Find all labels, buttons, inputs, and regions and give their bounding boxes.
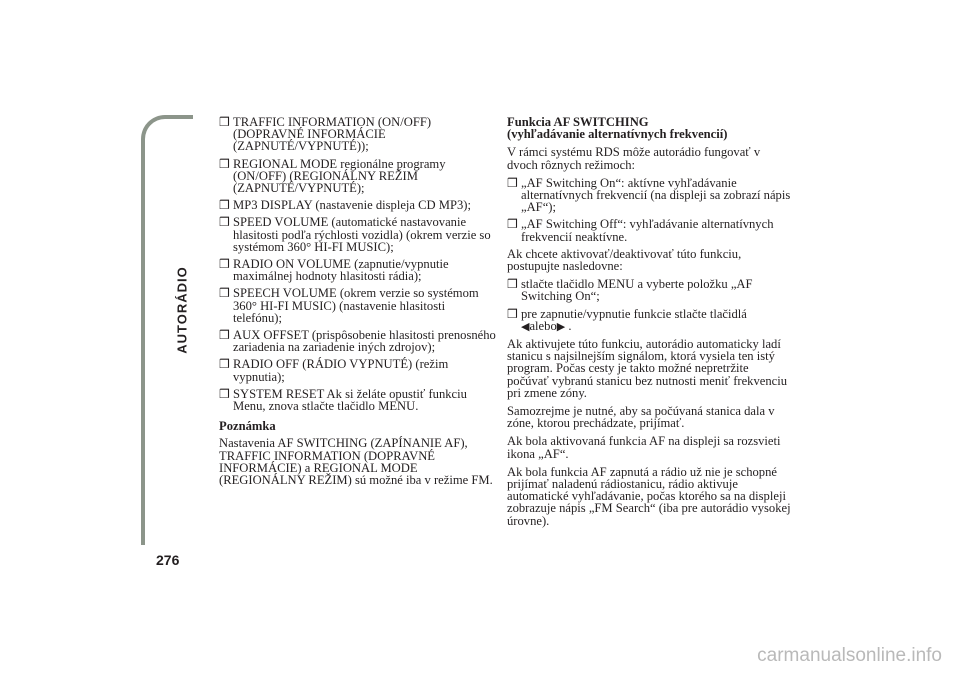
checkbox-bullet-icon: ❒ (219, 257, 230, 272)
list-item: ❒ SPEED VOLUME (automatické nastavovanie hlasitosti podľa rýchlosti vozidla) (okrem verzie so systémom 360° HI-FI MUSIC); (219, 215, 491, 254)
list-item: ❒ MP3 DISPLAY (nastavenie displeja CD MP3); (219, 198, 471, 213)
procedure-intro: Ak chcete aktivovať/deaktivovať túto funkciu, postupujte nasledovne: (507, 246, 742, 274)
checkbox-bullet-icon: ❒ (219, 328, 230, 343)
list-item: ❒ SPEECH VOLUME (okrem verzie so systémom 360° HI-FI MUSIC) (nastavenie hlasitosti telefónu); (219, 286, 479, 325)
list-item: ❒ pre zapnutie/vypnutie funkcie stlačte tlačidlá ◀alebo▶ . (507, 306, 747, 333)
paragraph: Samozrejme je nutné, aby sa počúvaná stanica dala v zóne, ktorou prechádzate, prijímať. (507, 404, 775, 431)
checkbox-bullet-icon: ❒ (219, 386, 230, 401)
checkbox-bullet-icon: ❒ (219, 357, 230, 372)
paragraph: Ak bola funkcia AF zapnutá a rádio už nie je schopné prijímať naladenú rádiostanicu, rádio aktivuje automatické vyhľadávanie, počas ktorého sa na displeji zobrazuje nápis „FM Search“ (iba pre autorádio vysokej úrovne). (507, 464, 791, 528)
list-item: ❒ „AF Switching On“: aktívne vyhľadávanie alternatívnych frekvencií (na displeji sa zobrazí nápis „AF“); (507, 175, 791, 215)
checkbox-bullet-icon: ❒ (219, 115, 230, 129)
checkbox-bullet-icon: ❒ (507, 175, 518, 190)
list-item: ❒ REGIONAL MODE regionálne programy (ON/OFF) (REGIONÁLNY REŽIM (ZAPNUTÉ/VYPNUTÉ); (219, 156, 446, 196)
list-item: ❒ TRAFFIC INFORMATION (ON/OFF) (DOPRAVNÉ INFORMÁCIE (ZAPNUTÉ/VYPNUTÉ)); (219, 115, 432, 154)
section-label: AUTORÁDIO (174, 266, 190, 354)
list-item: ❒ stlačte tlačidlo MENU a vyberte položku „AF Switching On“; (507, 277, 753, 304)
list-item: ❒ „AF Switching Off“: vyhľadávanie alternatívnych frekvencií neaktívne. (507, 217, 774, 244)
checkbox-bullet-icon: ❒ (507, 277, 518, 292)
paragraph: Ak bola aktivovaná funkcia AF na displeji sa rozsvieti ikona „AF“. (507, 434, 781, 461)
checkbox-bullet-icon: ❒ (219, 198, 230, 213)
steps-list (507, 278, 791, 333)
checkbox-bullet-icon: ❒ (219, 215, 230, 230)
list-item: ❒ RADIO OFF (RÁDIO VYPNUTÉ) (režim vypnutia); (219, 357, 449, 384)
list-item: ❒ SYSTEM RESET Ak si želáte opustiť funkciu Menu, znova stlačte tlačidlo MENU. (219, 386, 467, 414)
checkbox-bullet-icon: ❒ (219, 286, 230, 301)
page-number: 276 (156, 552, 180, 568)
settings-list (219, 116, 497, 412)
list-item: ❒ AUX OFFSET (prispôsobenie hlasitosti prenosného zariadenia na zariadenie iných zdrojov); (219, 328, 496, 355)
modes-list (507, 177, 791, 243)
checkbox-bullet-icon: ❒ (507, 217, 518, 232)
list-item: ❒ RADIO ON VOLUME (zapnutie/vypnutie maximálnej hodnoty hlasitosti rádia); (219, 257, 449, 284)
right-arrow-icon: ▶ (556, 320, 566, 333)
section-heading: Funkcia AF SWITCHING (vyhľadávanie alternatívnych frekvencií) (507, 115, 728, 142)
watermark: carmanualsonline.info (757, 645, 942, 666)
checkbox-bullet-icon: ❒ (507, 306, 518, 321)
left-arrow-icon: ◀ (521, 320, 530, 333)
intro-text: V rámci systému RDS môže autorádio fungovať v dvoch rôznych režimoch: (507, 145, 761, 172)
checkbox-bullet-icon: ❒ (219, 156, 230, 171)
paragraph: Ak aktivujete túto funkciu, autorádio automaticky ladí stanicu s najsilnejším signálom, ktorá vysiela ten istý program. Počas cesty je takto možné nepretržite počúvať vybranú stanicu bez nutnosti meniť frekvenciu pri zmene zóny. (507, 337, 788, 400)
note-text: Nastavenia AF SWITCHING (ZAPÍNANIE AF), TRAFFIC INFORMATION (DOPRAVNÉ INFORMÁCIE) a REGIONAL MODE (REGIONÁLNY REŽIM) sú možné iba v režime FM. (219, 436, 493, 488)
right-column (507, 116, 791, 533)
left-column (219, 116, 497, 492)
note-title: Poznámka (219, 419, 276, 434)
